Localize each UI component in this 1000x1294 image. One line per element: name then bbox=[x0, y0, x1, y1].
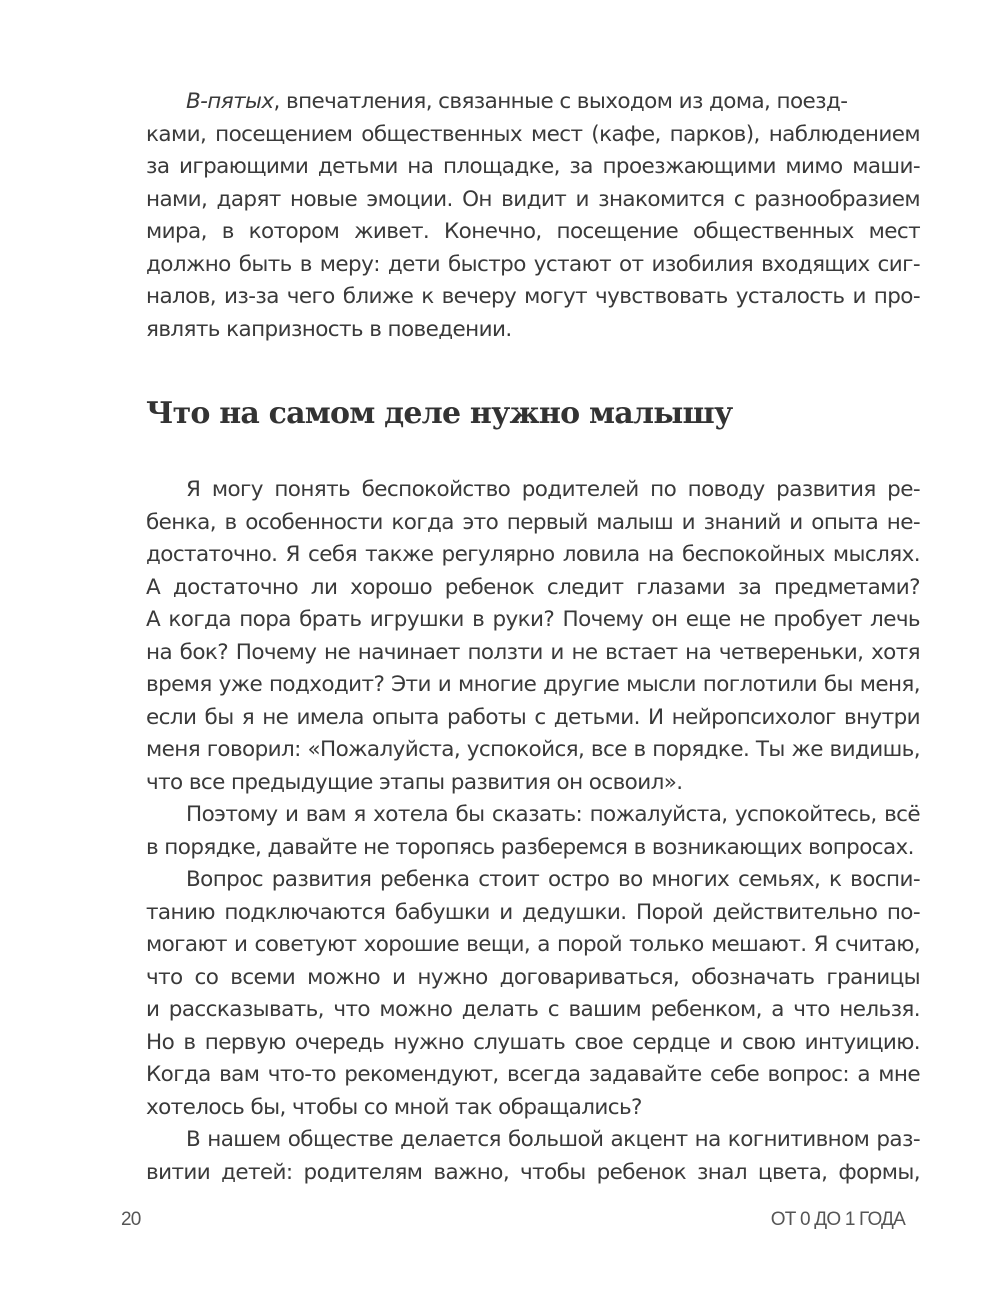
paragraph-2-continued: в порядке, давайте не торопясь разберемся в возникающих вопросах. bbox=[146, 834, 914, 860]
paragraph-4-continued: витии детей: родителям важно, чтобы ребенок знал цвета, формы, bbox=[146, 1159, 920, 1185]
paragraph-1: Я могу понять беспокойство родителей по поводу развития ре- bbox=[186, 477, 920, 502]
paragraph-3-continued: танию подключаются бабушки и дедушки. Порой действительно по- могают и советуют хорошие вещи, а порой только мешают. Я считаю, что со всеми можно и нужно договариваться, обозначать границы и рассказывать, что можно делать с вашим ребенком, а что нельзя. Но в первую очередь нужно слушать свое сердце и свою интуицию. Когда вам что-то рекомендуют, всегда задавайте себе вопрос: а мне хотелось бы, чтобы со мной так обращались? bbox=[146, 899, 920, 1120]
paragraph-4: В нашем обществе делается большой акцент на когнитивном раз- bbox=[186, 1127, 920, 1152]
page-number: 20 bbox=[121, 1209, 141, 1230]
intro-paragraph bbox=[146, 86, 920, 346]
paragraph-3: Вопрос развития ребенка стоит остро во многих семьях, к воспи- bbox=[186, 867, 920, 892]
paragraph-2: Поэтому и вам я хотела бы сказать: пожалуйста, успокойтесь, всё bbox=[186, 802, 920, 827]
section-body bbox=[146, 474, 920, 1189]
section-heading: Что на самом деле нужно малышу bbox=[146, 396, 733, 431]
italic-lead-word: В-пятых bbox=[186, 89, 274, 114]
paragraph-1-continued: бенка, в особенности когда это первый малыш и знаний и опыта не- достаточно. Я себя также регулярно ловила на беспокойных мыслях. А достаточно ли хорошо ребенок следит глазами за предметами? А когда пора брать игрушки в руки? Почему он еще не пробует лечь на бок? Почему не начинает ползти и не встает на четвереньки, хотя время уже подходит? Эти и многие другие мысли поглотили бы меня, если бы я не имела опыта работы с детьми. И нейропсихолог внутри меня говорил: «Пожалуйста, успокойся, все в порядке. Ты же видишь, что все предыдущие этапы развития он освоил». bbox=[146, 509, 920, 795]
paragraph-continuation: ками, посещением общественных мест (кафе, парков), наблюдением за играющими детьми на площадке, за проезжающими мимо маши- нами, дарят новые эмоции. Он видит и знакомится с разнообразием мира, в котором живет. Конечно, посещение общественных мест должно быть в меру: дети быстро устают от изобилия входящих сиг- налов, из-за чего ближе к вечеру могут чувствовать усталость и про- являть капризность в поведении. bbox=[146, 121, 920, 342]
paragraph-v-pyatykh: В-пятых, впечатления, связанные с выходом из дома, поезд- bbox=[186, 89, 848, 114]
running-title: ОТ 0 ДО 1 ГОДА bbox=[770, 1209, 905, 1230]
